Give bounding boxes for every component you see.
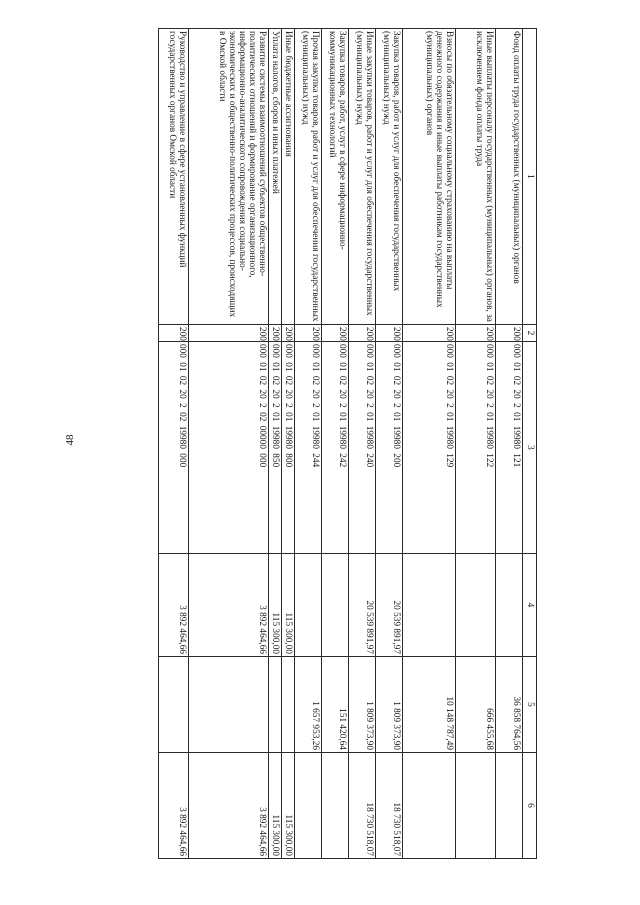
row-code-a-cell: 200 <box>188 325 268 342</box>
row-value-col6-cell: 18 730 518,07 <box>349 753 376 859</box>
row-code-a-cell: 200 <box>158 325 188 342</box>
table-row <box>268 29 281 859</box>
row-value-col6-cell: 3 892 464,66 <box>188 753 268 859</box>
table-row <box>496 29 523 859</box>
rotated-page-content <box>158 28 537 878</box>
row-classification-code-cell: 000 01 02 20 2 01 19980 240 <box>349 342 376 554</box>
row-value-col5-cell: 151 420,64 <box>322 657 349 753</box>
row-value-col5-cell: 1 809 373,90 <box>376 657 403 753</box>
row-value-col5-cell: 1 809 373,90 <box>349 657 376 753</box>
row-value-col4-cell <box>456 554 496 657</box>
column-header: 2 <box>523 325 537 342</box>
table-row <box>281 29 294 859</box>
row-name-cell: Иные выплаты персоналу государственных (муниципальных) органов, за исключением фонда оплаты труда <box>456 29 496 325</box>
row-value-col4-cell: 115 300,00 <box>268 554 281 657</box>
column-header: 1 <box>523 29 537 325</box>
row-value-col5-cell <box>268 657 281 753</box>
row-name-cell: Закупка товаров, работ, услуг в сфере информационно-коммуникационных технологий <box>322 29 349 325</box>
table-row <box>349 29 376 859</box>
row-classification-code-cell: 000 01 02 20 2 02 19980 000 <box>158 342 188 554</box>
row-value-col6-cell: 18 730 518,07 <box>376 753 403 859</box>
row-value-col4-cell: 3 892 464,66 <box>158 554 188 657</box>
row-classification-code-cell: 000 01 02 20 2 02 00000 000 <box>188 342 268 554</box>
row-classification-code-cell: 000 01 02 20 2 01 19980 200 <box>376 342 403 554</box>
row-code-a-cell: 200 <box>295 325 322 342</box>
row-classification-code-cell: 000 01 02 20 2 01 19980 122 <box>456 342 496 554</box>
row-code-a-cell: 200 <box>322 325 349 342</box>
row-classification-code-cell: 000 01 02 20 2 01 19980 242 <box>322 342 349 554</box>
row-name-cell: Иные закупки товаров, работ и услуг для обеспечения государственных (муниципальных) нужд <box>349 29 376 325</box>
row-value-col4-cell: 20 539 891,97 <box>376 554 403 657</box>
row-classification-code-cell: 000 01 02 20 2 01 19980 800 <box>281 342 294 554</box>
row-name-cell: Взносы по обязательному социальному страхованию на выплаты денежного содержания и иные выплаты работникам государственных (муниципальных) органов <box>403 29 456 325</box>
row-classification-code-cell: 000 01 02 20 2 01 19980 121 <box>496 342 523 554</box>
page-number: 48 <box>64 434 76 446</box>
row-code-a-cell: 200 <box>496 325 523 342</box>
row-code-a-cell: 200 <box>349 325 376 342</box>
table-row <box>322 29 349 859</box>
row-value-col6-cell <box>403 753 456 859</box>
column-header: 3 <box>523 342 537 554</box>
row-value-col6-cell <box>456 753 496 859</box>
row-value-col5-cell: 10 148 787,49 <box>403 657 456 753</box>
column-header: 6 <box>523 753 537 859</box>
row-value-col4-cell: 20 539 891,97 <box>349 554 376 657</box>
row-value-col4-cell <box>322 554 349 657</box>
row-classification-code-cell: 000 01 02 20 2 01 19980 244 <box>295 342 322 554</box>
row-value-col5-cell: 666 455,68 <box>456 657 496 753</box>
column-number-row <box>523 29 537 859</box>
row-value-col6-cell <box>322 753 349 859</box>
row-name-cell: Иные бюджетные ассигнования <box>281 29 294 325</box>
row-code-a-cell: 200 <box>376 325 403 342</box>
row-value-col4-cell: 3 892 464,66 <box>188 554 268 657</box>
row-value-col5-cell: 36 858 764,56 <box>496 657 523 753</box>
row-name-cell: Прочая закупка товаров, работ и услуг для обеспечения государственных (муниципальных) нужд <box>295 29 322 325</box>
budget-table <box>158 28 537 859</box>
table-row <box>188 29 268 859</box>
row-code-a-cell: 200 <box>456 325 496 342</box>
row-value-col6-cell <box>295 753 322 859</box>
column-header: 5 <box>523 657 537 753</box>
row-name-cell: Фонд оплаты труда государственных (муниципальных) органов <box>496 29 523 325</box>
row-name-cell: Закупка товаров, работ и услуг для обеспечения государственных (муниципальных) нужд <box>376 29 403 325</box>
row-value-col6-cell: 3 892 464,66 <box>158 753 188 859</box>
table-row <box>456 29 496 859</box>
row-value-col5-cell <box>188 657 268 753</box>
row-value-col4-cell: 115 300,00 <box>281 554 294 657</box>
row-value-col5-cell <box>281 657 294 753</box>
row-value-col6-cell: 115 300,00 <box>268 753 281 859</box>
row-name-cell: Уплата налогов, сборов и иных платежей <box>268 29 281 325</box>
row-name-cell: Развитие системы взаимоотношений субъектов общественно-политических отношений и формирование организационного, информационно-аналитического сопровождения социально-экономических и общественно-политических процессов, происходящих в Омской области <box>188 29 268 325</box>
row-classification-code-cell: 000 01 02 20 2 01 19980 850 <box>268 342 281 554</box>
table-row <box>376 29 403 859</box>
row-value-col6-cell: 115 300,00 <box>281 753 294 859</box>
row-code-a-cell: 200 <box>403 325 456 342</box>
row-name-cell: Руководство и управление в сфере установленных функций государственных органов Омской области <box>158 29 188 325</box>
table-row <box>158 29 188 859</box>
row-value-col6-cell <box>496 753 523 859</box>
row-value-col5-cell <box>158 657 188 753</box>
row-value-col4-cell <box>496 554 523 657</box>
row-code-a-cell: 200 <box>268 325 281 342</box>
row-classification-code-cell: 000 01 02 20 2 01 19980 129 <box>403 342 456 554</box>
row-value-col4-cell <box>403 554 456 657</box>
column-header: 4 <box>523 554 537 657</box>
table-row <box>403 29 456 859</box>
row-code-a-cell: 200 <box>281 325 294 342</box>
table-row <box>295 29 322 859</box>
row-value-col5-cell: 1 657 953,26 <box>295 657 322 753</box>
row-value-col4-cell <box>295 554 322 657</box>
